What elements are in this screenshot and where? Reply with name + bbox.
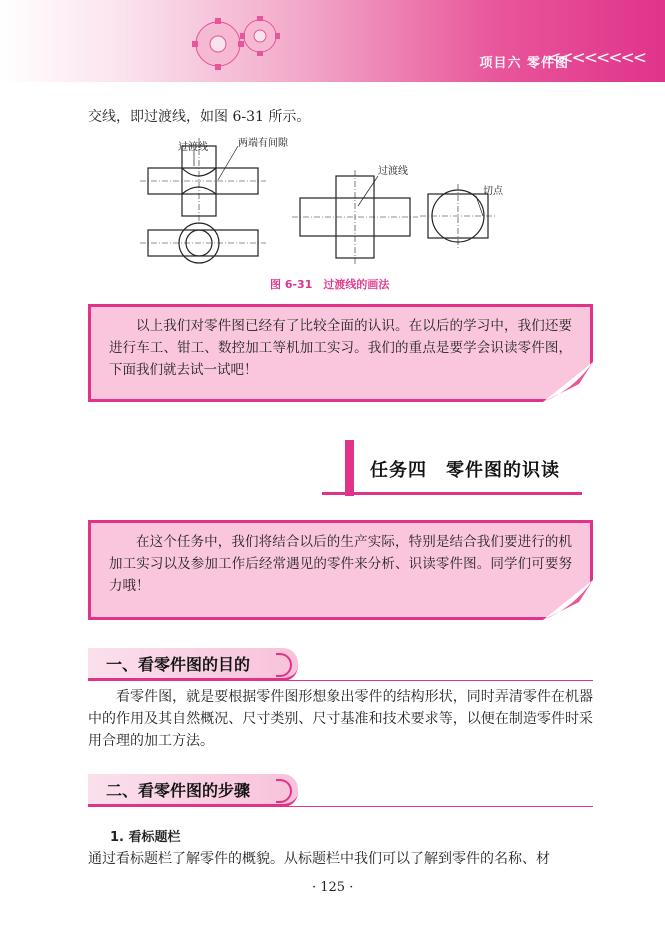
task-title: 任务四 零件图的识读: [370, 460, 560, 481]
page-number: · 125 ·: [312, 880, 354, 895]
subsection-title: 1. 看标题栏: [110, 830, 181, 845]
task-heading-bar: [345, 440, 354, 496]
label-transition-line-2: 过渡线: [378, 166, 408, 177]
intro-line: 交线，即过渡线，如图 6-31 所示。: [88, 109, 311, 125]
note-box-1: [88, 304, 593, 402]
note-box-2: [88, 520, 593, 620]
section-1-text: 看零件图，就是要根据零件图形想象出零件的结构形状，同时弄清零件在机器中的作用及其自然概况、尺寸类别、尺寸基准和技术要求等，以便在制造零件时采用合理的加工方法。: [88, 689, 593, 749]
figure-leader: [218, 146, 238, 180]
section-2-text: 通过看标题栏了解零件的概貌。从标题栏中我们可以了解到零件的名称、材: [88, 851, 550, 867]
chapter-title: 项目六 零件图: [479, 56, 569, 71]
section-heading-2: [88, 774, 298, 807]
section-1-title: 一、看零件图的目的: [106, 655, 251, 674]
figure-leader: [358, 176, 378, 206]
section-1-rule: [88, 680, 593, 681]
page-curl-icon: [543, 362, 593, 402]
label-transition-line-1: 过渡线: [178, 142, 208, 153]
figure-caption: 图 6-31 过渡线的画法: [270, 278, 390, 291]
note-2-text: 在这个任务中，我们将结合以后的生产实际，特别是结合我们要进行的机加工实习以及参加工作后经常遇见的零件来分析、识读零件图。同学们可要努力哦！: [109, 534, 572, 594]
section-2-title: 二、看零件图的步骤: [106, 781, 251, 800]
section-2-rule: [88, 806, 593, 807]
page-header: [0, 0, 665, 82]
task-heading-rule: [322, 492, 582, 495]
page-curl-icon: [543, 580, 593, 620]
chevron-decoration-icon: <<<<<<<<: [547, 48, 645, 68]
label-tangent-point: 切点: [483, 186, 503, 197]
gear-icon: [180, 10, 290, 72]
label-gap-both-ends: 两端有间隙: [238, 138, 288, 149]
section-heading-1: [88, 648, 298, 681]
note-1-text: 以上我们对零件图已经有了比较全面的认识。在以后的学习中，我们还要进行车工、钳工、数控加工等机加工实习。我们的重点是要学会识读零件图，下面我们就去试一试吧！: [109, 318, 572, 378]
transition-line-figure: [138, 136, 508, 276]
